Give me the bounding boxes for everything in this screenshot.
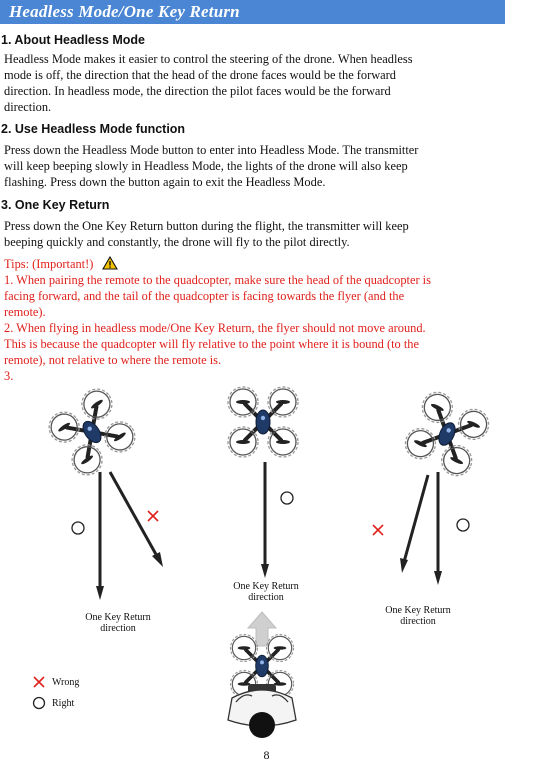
return-arrow — [248, 612, 276, 646]
one-key-return-diagram — [0, 380, 533, 745]
right-drone-illustration — [400, 387, 493, 480]
text-line: Headless Mode makes it easier to control the steering of the drone. When headless — [4, 52, 413, 66]
paragraph-one-key-return — [4, 218, 532, 250]
section-title: Headless Mode/One Key Return — [9, 2, 240, 21]
text-line: flashing. Press down the button again to exit the Headless Mode. — [4, 175, 326, 189]
tips-label-row — [4, 256, 118, 272]
left-drone-illustration — [43, 383, 140, 480]
tip-line: 2. When flying in headless mode/One Key Return, the flyer should not move around. — [4, 321, 426, 335]
left-right-arrowhead — [96, 586, 104, 600]
warning-icon — [102, 256, 118, 270]
tips-label: Tips: (Important!) — [4, 257, 94, 271]
caption-center — [206, 581, 326, 603]
legend-right-label: Right — [52, 698, 75, 709]
text-line: Press down the One Key Return button during the flight, the transmitter will keep — [4, 219, 409, 233]
tip-line: facing forward, and the tail of the quadcopter is facing towards the flyer (and the — [4, 289, 405, 303]
caption-right-line-1: One Key Return — [385, 605, 451, 616]
text-line: mode is off, the direction that the head of the drone faces would be the forward — [4, 68, 397, 82]
caption-left-line-1: One Key Return — [85, 612, 151, 623]
text-line: beeping quickly and constantly, the drone will fly to the pilot directly. — [4, 235, 350, 249]
page-number: 8 — [263, 748, 270, 762]
caption-right-line-2: direction — [400, 616, 436, 627]
pilot-illustration — [228, 684, 296, 738]
left-wrong-arrowhead — [152, 552, 163, 567]
caption-left — [58, 612, 178, 634]
legend-wrong-label: Wrong — [52, 677, 80, 688]
right-circle-icon — [72, 522, 84, 534]
wrong-cross-icon — [373, 525, 383, 535]
heading-use-headless-mode: 2. Use Headless Mode function — [1, 122, 186, 136]
left-wrong-direction-arrow — [110, 472, 158, 558]
legend-right-icon — [34, 698, 45, 709]
tip-line: This is because the quadcopter will fly relative to the point where it is bound (to the — [4, 337, 419, 351]
text-line: direction. — [4, 100, 52, 114]
text-line: direction. In headless mode, the direction the pilot faces would be the forward — [4, 84, 391, 98]
wrong-cross-icon — [148, 511, 158, 521]
heading-one-key-return: 3. One Key Return — [1, 198, 110, 212]
caption-center-line-1: One Key Return — [233, 581, 299, 592]
tip-line: remote). — [4, 305, 46, 319]
caption-center-line-2: direction — [248, 592, 284, 603]
heading-about-headless-mode: 1. About Headless Mode — [1, 33, 146, 47]
center-drone-illustration — [228, 387, 298, 457]
tips-list — [4, 272, 532, 384]
section-banner — [0, 0, 505, 24]
tip-line: remote), not relative to where the remote is. — [4, 353, 222, 367]
right-wrong-arrowhead — [400, 558, 408, 573]
right-wrong-direction-arrow — [404, 475, 428, 562]
tip-line: 1. When pairing the remote to the quadcopter, make sure the head of the quadcopter is — [4, 273, 431, 287]
right-circle-icon — [281, 492, 293, 504]
caption-right — [358, 605, 478, 627]
legend-wrong-icon — [34, 677, 44, 687]
caption-left-line-2: direction — [100, 623, 136, 634]
text-line: will keep beeping slowly in Headless Mode, the lights of the drone will also keep — [4, 159, 408, 173]
center-arrowhead — [261, 564, 269, 578]
tip-line: 3. — [4, 369, 14, 383]
text-line: Press down the Headless Mode button to enter into Headless Mode. The transmitter — [4, 143, 419, 157]
right-circle-icon — [457, 519, 469, 531]
right-right-arrowhead — [434, 571, 442, 585]
paragraph-use-headless-mode — [4, 142, 532, 190]
paragraph-about-headless-mode — [4, 51, 532, 115]
